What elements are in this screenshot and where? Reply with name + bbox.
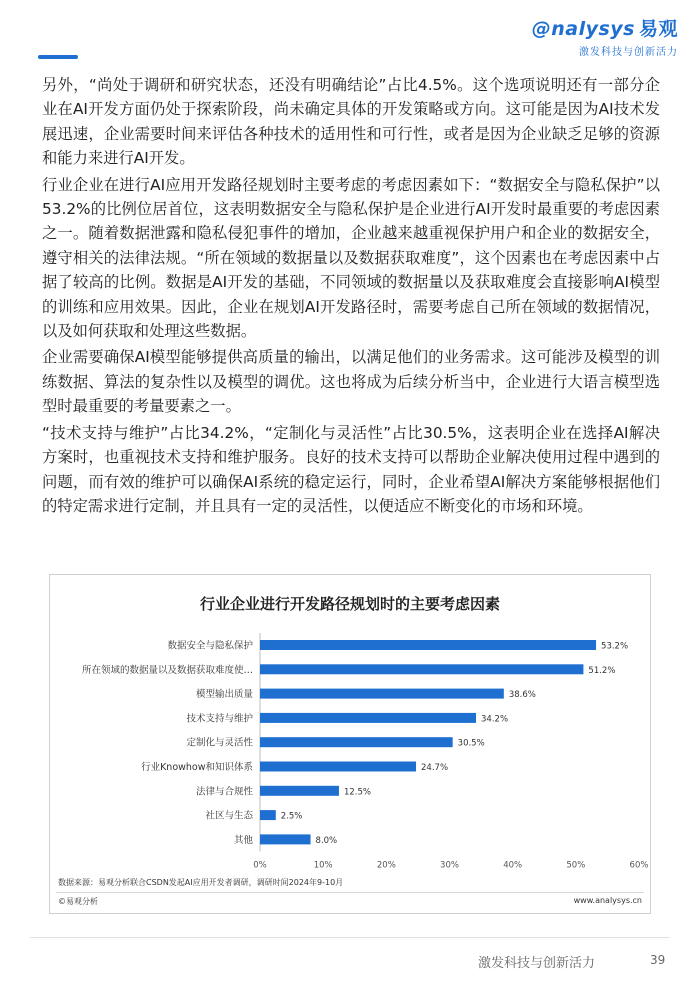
x-tick-label: 10%: [313, 860, 333, 871]
category-label: 技术支持与维护: [186, 713, 253, 725]
bar: [260, 640, 596, 650]
paragraph-4: “技术支持与维护”占比34.2%，“定制化与灵活性”占比30.5%，这表明企业在选择AI解决方案时，也重视技术支持和维护服务。良好的技术支持可以帮助企业解决使用过程中遇到的问题，而有效的维护可以确保AI系统的稳定运行，同时，企业希望AI解决方案能够根据他们的特定需求进行定制，并且具有一定的灵活性，以便适应不断变化的市场和环境。: [42, 423, 660, 515]
bar: [260, 713, 476, 723]
value-label: 8.0%: [315, 835, 338, 846]
x-tick-label: 50%: [566, 860, 586, 871]
footer-slogan: 激发科技与创新活力: [478, 956, 596, 971]
bar: [260, 762, 416, 772]
bar: [260, 834, 311, 844]
page-number: 39: [650, 953, 666, 967]
logo-wordmark: [532, 14, 678, 41]
footer-divider: [30, 937, 670, 938]
bar-chart: [50, 575, 650, 875]
paragraph-3: 企业需要确保AI模型能够提供高质量的输出，以满足他们的业务需求。这可能涉及模型的训练数据、算法的复杂性以及模型的调优。这也将成为后续分析当中，企业进行大语言模型选型时最重要的考量要素之一。: [42, 348, 660, 416]
x-tick-label: 0%: [253, 860, 267, 871]
chart-divider: [56, 892, 644, 893]
category-label: 社区与生态: [205, 810, 253, 822]
bar: [260, 810, 276, 820]
logo-chinese: 易观: [638, 18, 678, 40]
value-label: 12.5%: [343, 787, 371, 798]
x-tick-label: 60%: [629, 860, 649, 871]
x-tick-label: 40%: [503, 860, 523, 871]
category-label: 法律与合规性: [195, 786, 253, 798]
bar: [260, 786, 339, 796]
bar: [260, 737, 453, 747]
logo-text: nalysys: [551, 18, 635, 40]
bar: [260, 664, 583, 674]
chart-title: 行业企业进行开发路径规划时的主要考虑因素: [199, 595, 500, 613]
value-label: 34.2%: [481, 714, 509, 725]
chart-source-note: 数据来源：易观分析联合CSDN发起AI应用开发者调研，调研时间2024年9-10月: [58, 878, 344, 887]
value-label: 2.5%: [280, 811, 303, 822]
paragraph-2: 行业企业在进行AI应用开发路径规划时主要考虑的考虑因素如下：“数据安全与隐私保护”以53.2%的比例位居首位，这表明数据安全与隐私保护是企业进行AI开发时最重要的考虑因素之一。随着数据泄露和隐私侵犯事件的增加，企业越来越重视保护用户和企业的数据安全，遵守相关的法律法规。“所在领域的数据量以及数据获取难度”，这个因素也在考虑因素中占据了较高的比例。数据是AI开发的基础，不同领域的数据量以及获取难度会直接影响AI模型的训练和应用效果。因此，企业在规划AI开发路径时，需要考虑自己所在领域的数据情况，以及如何获取和处理这些数据。: [42, 175, 660, 341]
category-label: 行业Knowhow和知识体系: [141, 762, 253, 773]
header-accent-bar: [38, 55, 78, 59]
chart-url: www.analysys.cn: [573, 896, 642, 905]
chart-figure: [49, 574, 651, 914]
x-tick-label: 30%: [440, 860, 459, 871]
bar: [260, 689, 504, 699]
value-label: 24.7%: [421, 763, 449, 773]
value-label: 38.6%: [508, 690, 536, 701]
chart-copyright: ©易观分析: [58, 897, 98, 906]
category-label: 数据安全与隐私保护: [167, 640, 253, 652]
category-label: 模型输出质量: [195, 689, 253, 701]
value-label: 51.2%: [588, 665, 616, 676]
logo-tagline: 激发科技与创新活力: [579, 47, 678, 58]
category-label: 其他: [233, 834, 253, 846]
category-label: 所在领域的数据量以及数据获取难度使…: [81, 664, 253, 676]
logo-a-glyph: @: [531, 18, 552, 40]
category-label: 定制化与灵活性: [186, 737, 253, 749]
value-label: 53.2%: [601, 641, 629, 652]
x-tick-label: 20%: [376, 860, 396, 871]
article-body: [42, 73, 660, 520]
analysys-logo: [532, 14, 678, 58]
paragraph-1: 另外，“尚处于调研和研究状态，还没有明确结论”占比4.5%。这个选项说明还有一部分企业在AI开发方面仍处于探索阶段，尚未确定具体的开发策略或方向。这可能是因为AI技术发展迅速，企业需要时间来评估各种技术的适用性和可行性，或者是因为企业缺乏足够的资源和能力来进行AI开发。: [42, 76, 660, 168]
value-label: 30.5%: [457, 738, 485, 749]
